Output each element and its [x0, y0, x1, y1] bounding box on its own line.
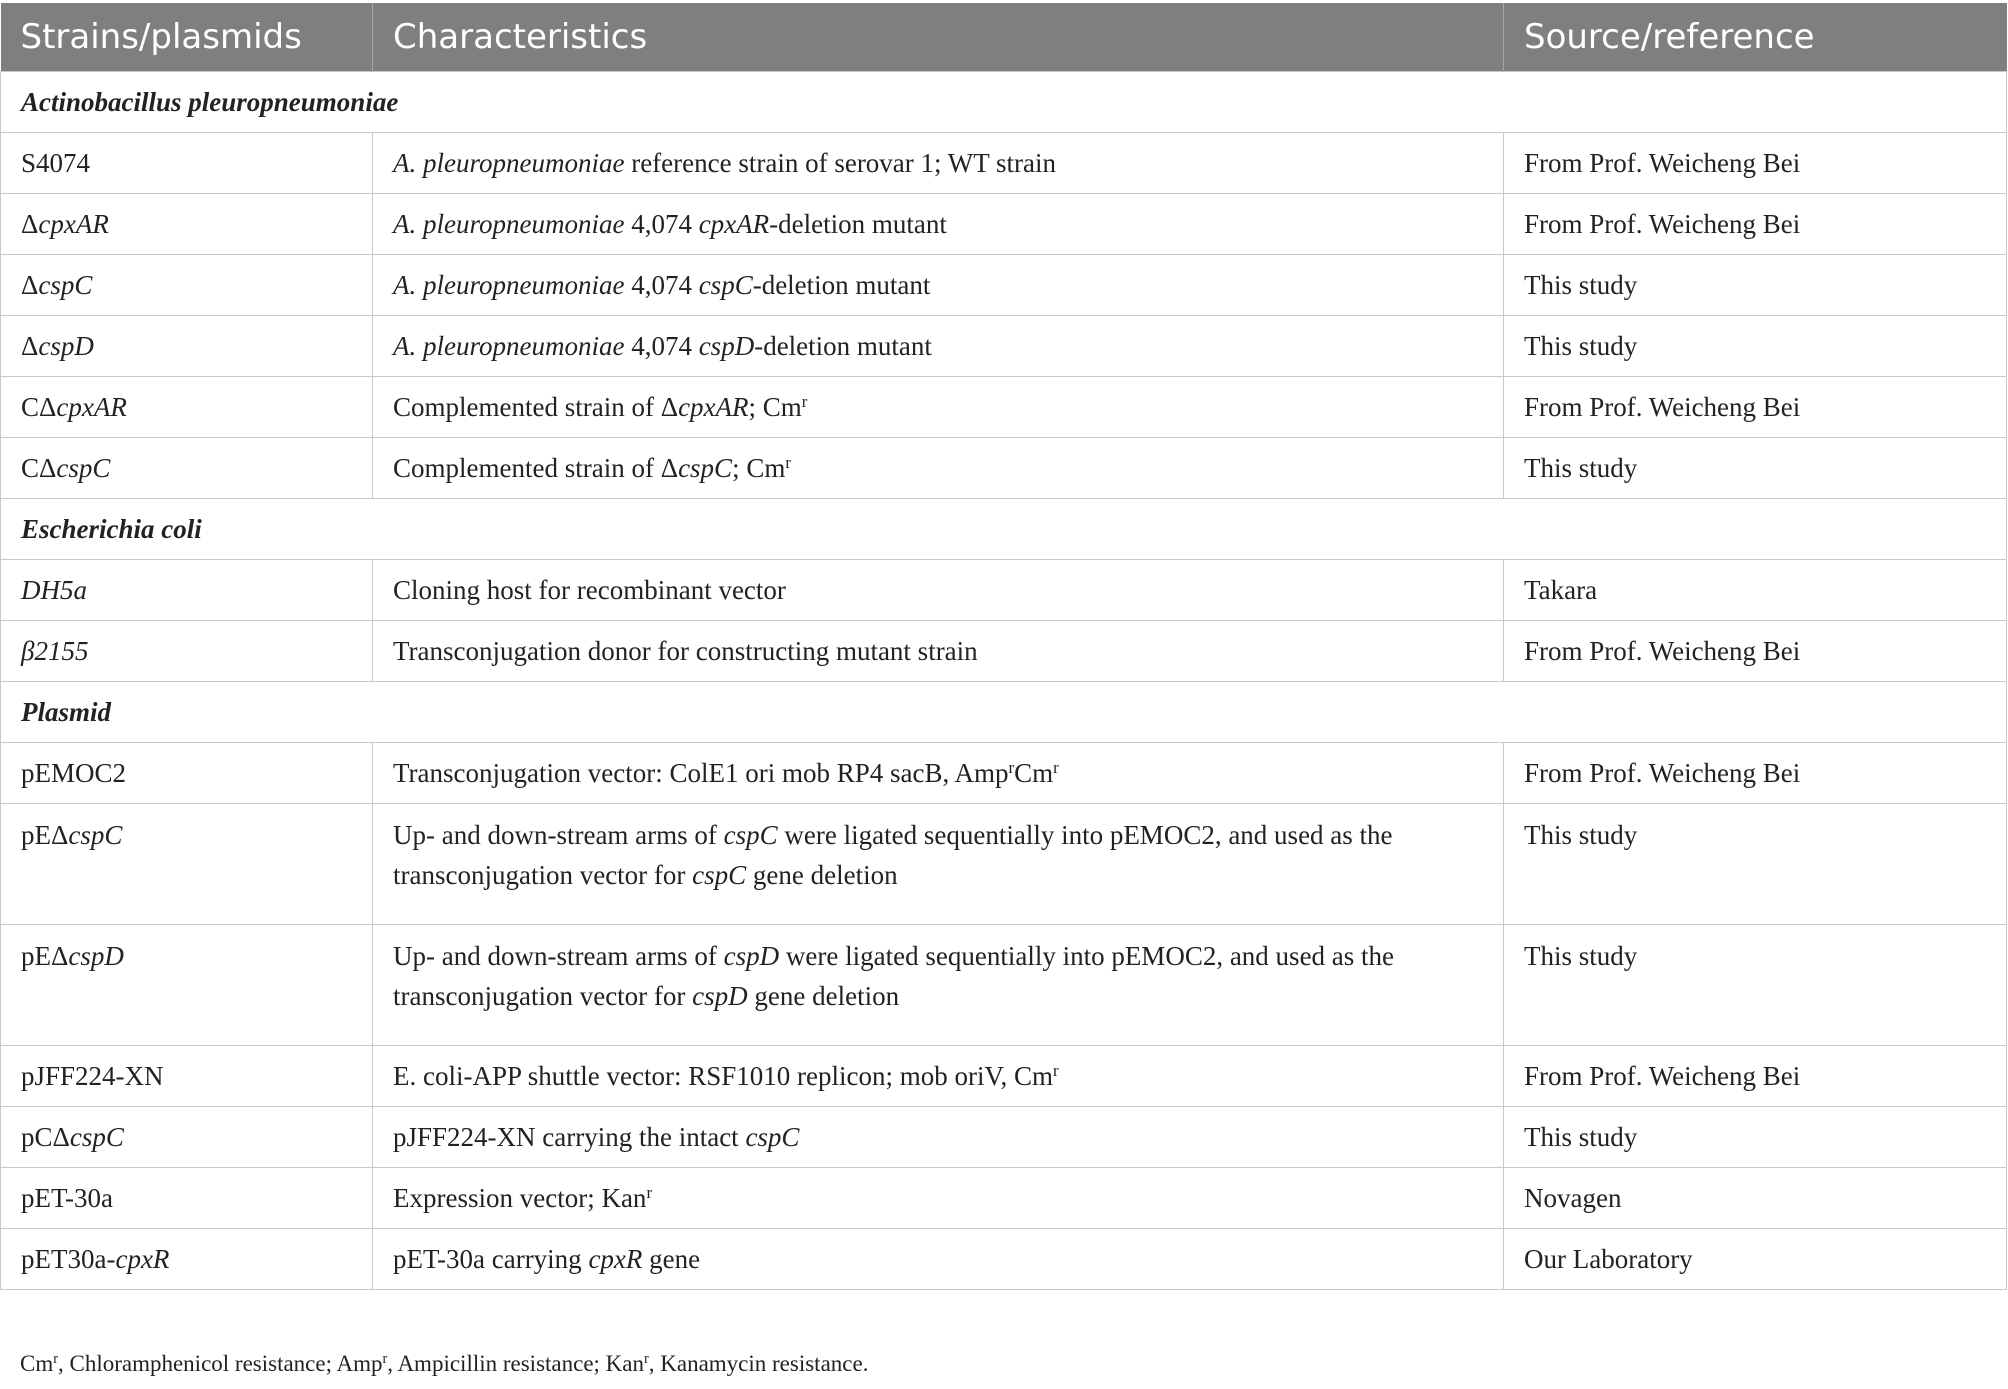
table-row	[1, 1046, 2007, 1107]
characteristics-cell: Complemented strain of ΔcspC; Cm$^r$	[373, 438, 1504, 499]
table-row	[1, 621, 2007, 682]
characteristics-cell: pET-30a carrying cpxR gene	[373, 1229, 1504, 1290]
source-cell: This study	[1504, 804, 2007, 925]
strain-cell: S4074	[1, 133, 373, 194]
source-cell: Our Laboratory	[1504, 1229, 2007, 1290]
source-cell: This study	[1504, 255, 2007, 316]
section-title: Plasmid	[1, 682, 2007, 743]
table-row	[1, 194, 2007, 255]
strain-cell: ΔcspC	[1, 255, 373, 316]
header-row	[1, 3, 2007, 72]
table-row	[1, 1229, 2007, 1290]
source-cell: This study	[1504, 1107, 2007, 1168]
strain-cell: CΔcpxAR	[1, 377, 373, 438]
source-cell: From Prof. Weicheng Bei	[1504, 377, 2007, 438]
strain-cell: pET-30a	[1, 1168, 373, 1229]
characteristics-cell: A. pleuropneumoniae 4,074 cpxAR-deletion mutant	[373, 194, 1504, 255]
table-row	[1, 377, 2007, 438]
section-row	[1, 499, 2007, 560]
characteristics-cell: A. pleuropneumoniae 4,074 cspC-deletion mutant	[373, 255, 1504, 316]
characteristics-cell: Transconjugation donor for constructing mutant strain	[373, 621, 1504, 682]
table-row	[1, 743, 2007, 804]
section-title: Actinobacillus pleuropneumoniae	[1, 72, 2007, 133]
source-cell: Takara	[1504, 560, 2007, 621]
table-header	[1, 3, 2007, 72]
source-cell: From Prof. Weicheng Bei	[1504, 194, 2007, 255]
source-cell: From Prof. Weicheng Bei	[1504, 1046, 2007, 1107]
source-cell: Novagen	[1504, 1168, 2007, 1229]
header-strains-plasmids: Strains/plasmids	[1, 3, 373, 72]
table-row	[1, 316, 2007, 377]
section-row	[1, 682, 2007, 743]
strains-plasmids-table	[0, 3, 2007, 1290]
characteristics-cell: pJFF224-XN carrying the intact cspC	[373, 1107, 1504, 1168]
strain-cell: DH5a	[1, 560, 373, 621]
strain-cell: pJFF224-XN	[1, 1046, 373, 1107]
strain-cell: pCΔcspC	[1, 1107, 373, 1168]
header-source-reference: Source/reference	[1504, 3, 2007, 72]
strain-cell: ΔcpxAR	[1, 194, 373, 255]
strain-cell: CΔcspC	[1, 438, 373, 499]
characteristics-cell: A. pleuropneumoniae reference strain of serovar 1; WT strain	[373, 133, 1504, 194]
table-row	[1, 560, 2007, 621]
source-cell: This study	[1504, 316, 2007, 377]
source-cell: This study	[1504, 925, 2007, 1046]
characteristics-cell: Cloning host for recombinant vector	[373, 560, 1504, 621]
table-row	[1, 1107, 2007, 1168]
table-row	[1, 1168, 2007, 1229]
source-cell: This study	[1504, 438, 2007, 499]
table-row	[1, 255, 2007, 316]
strain-cell: pEΔcspC	[1, 804, 373, 925]
source-cell: From Prof. Weicheng Bei	[1504, 133, 2007, 194]
strain-cell: pET30a-cpxR	[1, 1229, 373, 1290]
table-row	[1, 804, 2007, 925]
table-row	[1, 438, 2007, 499]
strain-cell: β2155	[1, 621, 373, 682]
section-title: Escherichia coli	[1, 499, 2007, 560]
characteristics-cell: Complemented strain of ΔcpxAR; Cm$^r$	[373, 377, 1504, 438]
characteristics-cell: Up- and down-stream arms of cspC were ligated sequentially into pEMOC2, and used as the transconjugation vector for cspC gene deletion	[373, 804, 1504, 925]
table-row	[1, 925, 2007, 1046]
characteristics-cell: E. coli-APP shuttle vector: RSF1010 replicon; mob oriV, Cm$^r$	[373, 1046, 1504, 1107]
header-characteristics: Characteristics	[373, 3, 1504, 72]
characteristics-cell: A. pleuropneumoniae 4,074 cspD-deletion mutant	[373, 316, 1504, 377]
table-body	[1, 72, 2007, 1290]
strain-cell: pEMOC2	[1, 743, 373, 804]
table-row	[1, 133, 2007, 194]
section-row	[1, 72, 2007, 133]
characteristics-cell: Up- and down-stream arms of cspD were ligated sequentially into pEMOC2, and used as the transconjugation vector for cspD gene deletion	[373, 925, 1504, 1046]
table-footnote: Cm$^r$, Chloramphenicol resistance; Amp$^r$, Ampicillin resistance; Kan$^r$, Kanamycin resistance.	[20, 1351, 869, 1376]
source-cell: From Prof. Weicheng Bei	[1504, 743, 2007, 804]
source-cell: From Prof. Weicheng Bei	[1504, 621, 2007, 682]
strain-cell: pEΔcspD	[1, 925, 373, 1046]
strain-cell: ΔcspD	[1, 316, 373, 377]
characteristics-cell: Expression vector; Kan$^r$	[373, 1168, 1504, 1229]
characteristics-cell: Transconjugation vector: ColE1 ori mob RP4 sacB, Amp$^r$Cm$^r$	[373, 743, 1504, 804]
